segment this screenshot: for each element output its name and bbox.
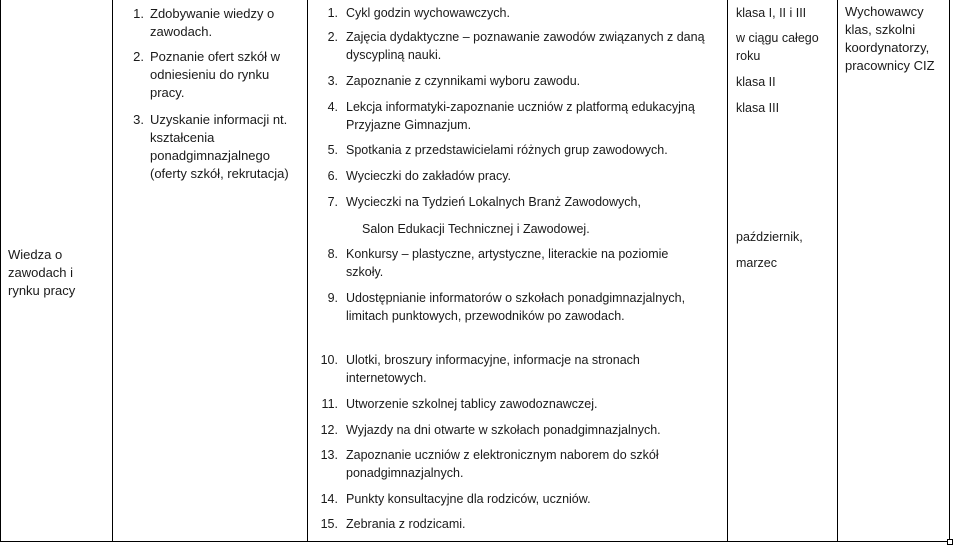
term-text: marzec	[736, 256, 777, 270]
topic-cell: Wiedza o zawodach i rynku pracy	[8, 247, 76, 298]
term-text: klasa II	[736, 75, 776, 89]
term-text: w ciągu całego roku	[736, 31, 819, 63]
task-7-continuation: Salon Edukacji Technicznej i Zawodowej.	[362, 222, 590, 236]
term-text: październik,	[736, 230, 803, 244]
table-resize-handle[interactable]	[947, 539, 953, 545]
term-text: klasa III	[736, 101, 780, 115]
responsible-cell: Wychowawcy klas, szkolni koordynatorzy, pracownicy CIZ	[845, 4, 935, 73]
term-text: klasa I, II i III	[736, 6, 807, 20]
column-responsible	[837, 0, 950, 542]
